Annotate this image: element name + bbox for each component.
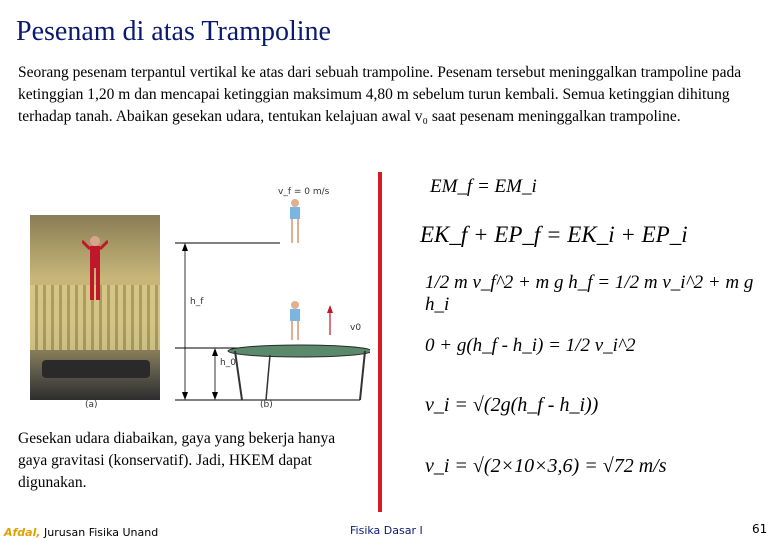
trampoline-figure — [30, 175, 370, 415]
gymnast-photo — [30, 215, 160, 400]
label-b: (b) — [260, 400, 273, 410]
equation-4: 0 + g(h_f - h_i) = 1/2 v_i^2 — [425, 335, 636, 356]
footer-course: Fisika Dasar I — [350, 524, 423, 537]
page-number: 61 — [752, 522, 768, 536]
gymnast-figure — [82, 235, 108, 305]
equation-1: EM_f = EM_i — [430, 176, 537, 197]
equation-2: EK_f + EP_f = EK_i + EP_i — [420, 222, 688, 247]
trampoline-diagram — [170, 175, 370, 415]
slide-title: Pesenam di atas Trampoline — [16, 16, 331, 47]
label-vo: v0 — [350, 323, 362, 333]
problem-text: Seorang pesenam terpantul vertikal ke atas dari sebuah trampoline. Pesenam tersebut meninggalkan trampoline pada ketinggian 1,20 m dan mencapai ketinggian maksimum 4,80 m sebelum turun kembali. Semua ketinggian dihitung terhadap tanah. Abaikan gesekan udara, tentukan kelajuan awal v₀ saat pesenam meninggalkan trampoline. — [18, 64, 742, 125]
footer-author — [4, 526, 158, 539]
label-h0: h_0 — [220, 358, 236, 368]
air-resistance-note: Gesekan udara diabaikan, gaya yang bekerja hanya gaya gravitasi (konservatif). Jadi, HKEM dapat digunakan. — [18, 430, 336, 491]
label-hf: h_f — [190, 297, 204, 307]
equation-5: v_i = √(2g(h_f - h_i)) — [425, 394, 599, 416]
author-name: Afdal, — [4, 526, 41, 539]
equation-3: 1/2 m v_f^2 + m g h_f = 1/2 m v_i^2 + m g h_i — [425, 272, 754, 315]
label-vf: v_f = 0 m/s — [278, 187, 330, 197]
photo-trampoline — [42, 360, 150, 378]
label-a: (a) — [85, 400, 98, 410]
red-divider — [378, 172, 382, 512]
equation-6: v_i = √(2×10×3,6) = √72 m/s — [425, 455, 667, 477]
department-name: Jurusan Fisika Unand — [44, 526, 159, 539]
